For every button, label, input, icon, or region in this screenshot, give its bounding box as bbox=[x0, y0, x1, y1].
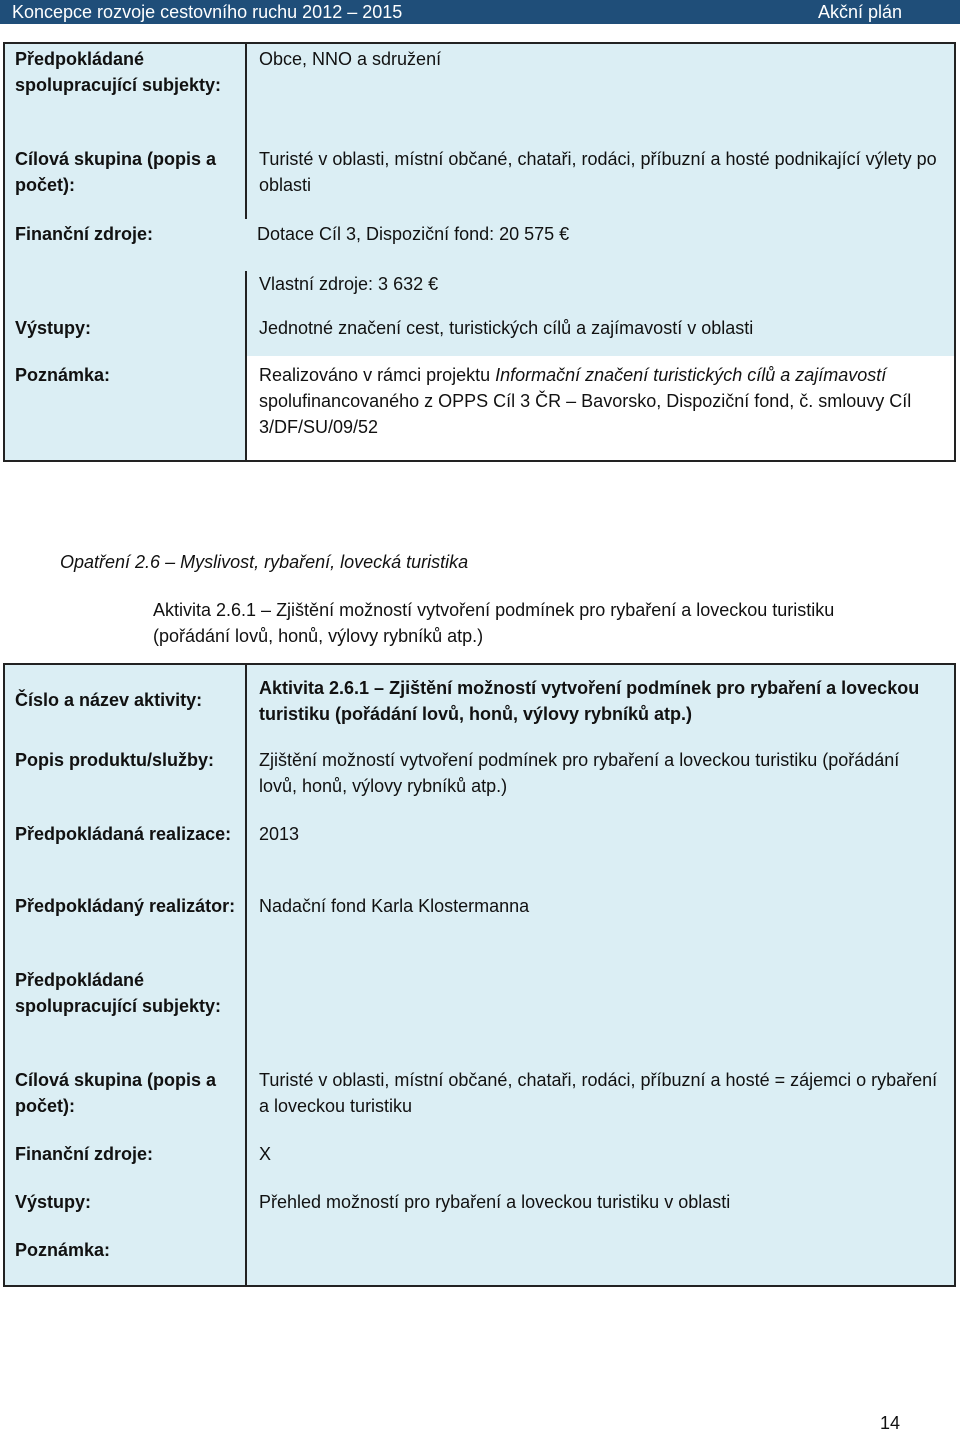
table-row bbox=[5, 665, 954, 737]
row-label: Výstupy: bbox=[15, 1192, 92, 1212]
row-value: Jednotné značení cest, turistických cílů a zajímavostí v oblasti bbox=[245, 311, 954, 356]
row-label: Číslo a název aktivity: bbox=[15, 690, 203, 710]
row-value: Aktivita 2.6.1 – Zjištění možností vytvoření podmínek pro rybaření a loveckou turistiku (pořádání lovů, honů, výlovy rybníků atp.) bbox=[245, 665, 954, 735]
row-value: Obce, NNO a sdružení bbox=[245, 44, 954, 144]
row-label: Cílová skupina (popis a počet): bbox=[15, 149, 217, 195]
row-label: Cílová skupina (popis a počet): bbox=[15, 1070, 217, 1116]
row-label: Poznámka: bbox=[15, 1240, 111, 1260]
section-title: Opatření 2.6 – Myslivost, rybaření, lovecká turistika bbox=[60, 552, 469, 572]
table-row bbox=[5, 965, 954, 1065]
row-value bbox=[245, 1233, 954, 1285]
table-row bbox=[5, 1065, 954, 1137]
table-row bbox=[5, 44, 954, 146]
row-label: Poznámka: bbox=[5, 356, 245, 460]
table-activity bbox=[3, 663, 956, 1287]
row-label: Finanční zdroje: bbox=[15, 224, 154, 244]
row-value: Nadační fond Karla Klostermanna bbox=[245, 887, 954, 965]
table-row bbox=[5, 144, 954, 221]
row-label: Předpokládané spolupracující subjekty: bbox=[15, 49, 222, 95]
row-value: Zjištění možností vytvoření podmínek pro rybaření a loveckou turistiku (pořádání lovů, honů, výlovy rybníků atp.) bbox=[245, 735, 954, 809]
row-label: Předpokládané spolupracující subjekty: bbox=[15, 970, 222, 1016]
row-value: 2013 bbox=[245, 809, 954, 887]
page-header bbox=[0, 0, 960, 24]
table-activity-continued bbox=[3, 42, 956, 462]
section-label: Akční plán bbox=[817, 2, 902, 22]
table-row bbox=[5, 1185, 954, 1233]
row-value: Přehled možností pro rybaření a loveckou turistiku v oblasti bbox=[245, 1185, 954, 1233]
page-number: 14 bbox=[880, 1413, 901, 1433]
row-value: X bbox=[245, 1137, 954, 1185]
row-value: Vlastní zdroje: 3 632 € bbox=[245, 271, 954, 311]
row-value: Dotace Cíl 3, Dispoziční fond: 20 575 € bbox=[257, 224, 570, 244]
document-title: Koncepce rozvoje cestovního ruchu 2012 – 2015 bbox=[12, 2, 403, 22]
row-label: Popis produktu/služby: bbox=[15, 750, 215, 770]
row-value bbox=[245, 965, 954, 1065]
row-label: Předpokládaný realizátor: bbox=[15, 896, 236, 916]
table-row bbox=[5, 356, 954, 460]
table-row bbox=[5, 1137, 954, 1185]
table-row bbox=[5, 809, 954, 887]
row-label: Finanční zdroje: bbox=[15, 1144, 154, 1164]
row-value: Turisté v oblasti, místní občané, chataři, rodáci, příbuzní a hosté = zájemci o rybaření a loveckou turistiku bbox=[245, 1065, 954, 1137]
table-row bbox=[5, 1233, 954, 1285]
row-label: Výstupy: bbox=[15, 318, 92, 338]
table-row bbox=[5, 271, 954, 313]
row-value: Realizováno v rámci projektu Informační značení turistických cílů a zajímavostí spolufinancovaného z OPPS Cíl 3 ČR – Bavorsko, Dispoziční fond, č. smlouvy Cíl 3/DF/SU/09/52 bbox=[245, 356, 954, 460]
table-row bbox=[5, 887, 954, 965]
table-row bbox=[5, 219, 954, 271]
table-row bbox=[5, 311, 954, 356]
row-label: Předpokládaná realizace: bbox=[15, 824, 232, 844]
activity-heading: Aktivita 2.6.1 – Zjištění možností vytvoření podmínek pro rybaření a loveckou turistiku (pořádání lovů, honů, výlovy rybníků atp.) bbox=[153, 600, 835, 646]
table-row bbox=[5, 735, 954, 811]
row-value: Turisté v oblasti, místní občané, chataři, rodáci, příbuzní a hosté podnikající výlety po oblasti bbox=[245, 144, 954, 219]
